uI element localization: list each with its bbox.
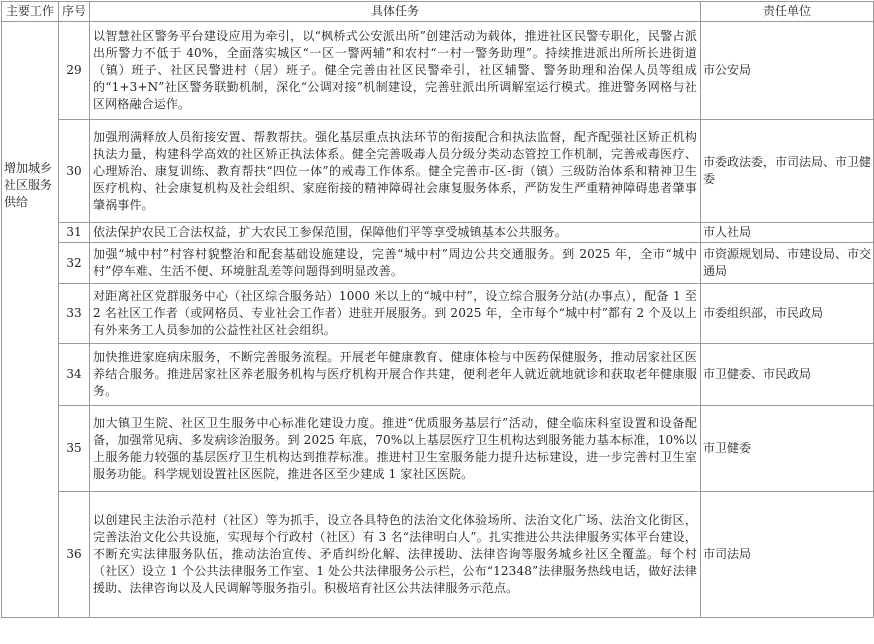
table-row-35	[2, 406, 874, 492]
responsible-unit: 市卫健委	[701, 406, 874, 492]
task-text: 加强“城中村”村容村貌整治和配套基础设施建设，完善“城中村”周边公共交通服务。到 2025 年，全市“城中村”停车难、生活不便、环境脏乱差等问题得到明显改善。	[90, 243, 701, 284]
responsible-unit: 市人社局	[701, 223, 874, 243]
header-number: 序号	[59, 2, 90, 22]
table-row-29	[2, 22, 874, 120]
responsible-unit: 市公安局	[701, 22, 874, 120]
table-row-32	[2, 243, 874, 284]
responsible-unit: 市司法局	[701, 492, 874, 618]
task-text: 以智慧社区警务平台建设应用为牵引，以“枫桥式公安派出所”创建活动为载体，推进社区民警专职化，民警占派出所警力不低于 40%，全面落实城区“一区一警两辅”和农村“一村一警务助理”。持续推进派出所所长进街道（镇）班子、社区民警进村（居）班子。健全完善由社区民警牵引，社区辅警、警务助理和治保人员等组成的“1+3+N”社区警务联勤机制，深化“公调对接”机制建设，完善驻派出所调解室运行模式。推进警务网格与社区网格融合运作。	[90, 22, 701, 120]
row-number: 29	[59, 22, 90, 120]
table-row-30	[2, 120, 874, 223]
table-header-row	[2, 2, 874, 22]
task-text: 加大镇卫生院、社区卫生服务中心标准化建设力度。推进“优质服务基层行”活动，健全临床科室设置和设备配备，加强常见病、多发病诊治服务。到 2025 年底，70%以上基层医疗卫生机构达到服务能力基本标准，10%以上服务能力较强的基层医疗卫生机构达到推荐标准。推进村卫生室服务能力提升达标建设，进一步完善村卫生室服务功能。科学规划设置社区医院，推进各区至少建成 1 家社区医院。	[90, 406, 701, 492]
header-unit: 责任单位	[701, 2, 874, 22]
row-number: 31	[59, 223, 90, 243]
table-row-31	[2, 223, 874, 243]
table-row-34	[2, 344, 874, 406]
row-number: 30	[59, 120, 90, 223]
task-text: 依法保护农民工合法权益，扩大农民工参保范围，保障他们平等享受城镇基本公共服务。	[90, 223, 701, 243]
row-number: 36	[59, 492, 90, 618]
responsible-unit: 市委政法委，市司法局、市卫健委	[701, 120, 874, 223]
row-number: 35	[59, 406, 90, 492]
responsible-unit: 市资源规划局、市建设局、市交通局	[701, 243, 874, 284]
header-category: 主要工作	[2, 2, 59, 22]
task-table	[1, 1, 874, 618]
responsible-unit: 市卫健委、市民政局	[701, 344, 874, 406]
task-text: 以创建民主法治示范村（社区）等为抓手，设立各具特色的法治文化体验场所、法治文化广场、法治文化街区，完善法治文化公共设施，实现每个行政村（社区）有 3 名“法律明白人”。扎实推进公共法律服务实体平台建设，不断充实法律服务队伍，推动法治宣传、矛盾纠纷化解、法律援助、法律咨询等服务城乡社区全覆盖。每个村（社区）设立 1 个公共法律服务工作室、1 处公共法律服务公示栏，公布“12348”法律服务热线电话，做好法律援助、法律咨询以及人民调解等服务指引。积极培育社区公共法律服务示范点。	[90, 492, 701, 618]
category-cell: 增加城乡社区服务供给	[2, 22, 59, 618]
task-text: 加快推进家庭病床服务，不断完善服务流程。开展老年健康教育、健康体检与中医药保健服务，推动居家社区医养结合服务。推进居家社区养老服务机构与医疗机构开展合作共建，便利老年人就近就地就诊和获取老年健康服务。	[90, 344, 701, 406]
row-number: 32	[59, 243, 90, 284]
responsible-unit: 市委组织部，市民政局	[701, 284, 874, 344]
task-text: 对距离社区党群服务中心（社区综合服务站）1000 米以上的“城中村”，设立综合服务分站(办事点），配备 1 至 2 名社区工作者（或网格员、专业社会工作者）进驻开展服务。到 2025 年，全市每个“城中村”都有 2 个及以上有外来务工人员参加的公益性社区社会组织。	[90, 284, 701, 344]
row-number: 34	[59, 344, 90, 406]
row-number: 33	[59, 284, 90, 344]
table-row-36	[2, 492, 874, 618]
task-text: 加强刑满释放人员衔接安置、帮教帮扶。强化基层重点执法环节的衔接配合和执法监督，配齐配强社区矫正机构执法力量，构建科学高效的社区矫正执法体系。健全完善吸毒人员分级分类动态管控工作机制，完善戒毒医疗、心理矫治、康复训练、教育帮扶“四位一体”的戒毒工作体系。健全完善市-区-街（镇）三级防治体系和精神卫生医疗机构、社会康复机构及社会组织、家庭衔接的精神障碍社会康复服务体系，严防发生严重精神障碍患者肇事肇祸事件。	[90, 120, 701, 223]
table-row-33	[2, 284, 874, 344]
header-task: 具体任务	[90, 2, 701, 22]
